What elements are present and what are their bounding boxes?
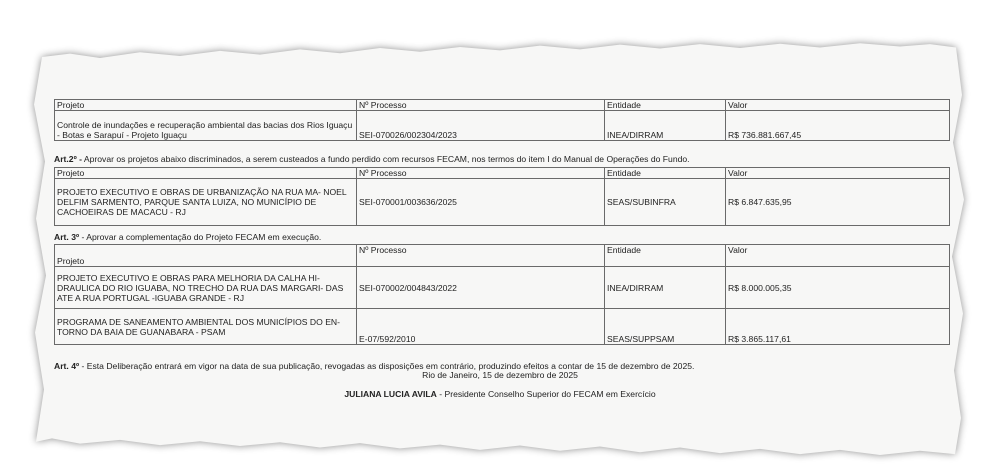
place-date: Rio de Janeiro, 15 de dezembro de 2025 (422, 370, 578, 380)
cell-processo: E-07/592/2010 (357, 309, 605, 345)
cell-entidade: INEA/DIRRAM (605, 267, 726, 309)
article-2-text: Aprovar os projetos abaixo discriminados, a serem custeados a fundo perdido com recursos FECAM, nos termos do item I do Manual de Operações do Fundo. (81, 154, 690, 164)
cell-projeto: PROJETO EXECUTIVO E OBRAS PARA MELHORIA DA CALHA HI- DRAULICA DO RIO IGUABA, NO TRECHO DA RUA DAS MARGARI- DAS ATE A RUA PORTUGAL -IGUABA GRANDE - RJ (55, 267, 357, 309)
table-row (55, 179, 950, 226)
cell-entidade: INEA/DIRRAM (605, 111, 726, 141)
cell-processo: SEI-070001/003636/2025 (357, 179, 605, 226)
col-header-projeto: Projeto (55, 168, 357, 179)
signature-line (0, 389, 1000, 399)
cell-processo: SEI-070002/004843/2022 (357, 267, 605, 309)
cell-processo: SEI-070026/002304/2023 (357, 111, 605, 141)
projects-table-2 (54, 167, 950, 226)
col-header-entidade: Entidade (605, 100, 726, 111)
col-header-projeto: Projeto (55, 100, 357, 111)
cell-projeto: Controle de inundações e recuperação ambiental das bacias dos Rios Iguaçu - Botas e Sarapuí - Projeto Iguaçu (55, 111, 357, 141)
table-header-row (55, 245, 950, 267)
cell-valor: R$ 8.000.005,35 (726, 267, 950, 309)
cell-projeto: PROGRAMA DE SANEAMENTO AMBIENTAL DOS MUNICÍPIOS DO EN- TORNO DA BAIA DE GUANABARA - PSAM (55, 309, 357, 345)
table-header-row (55, 168, 950, 179)
article-2-label: Art.2º - (54, 154, 82, 164)
col-header-processo: Nº Processo (357, 100, 605, 111)
cell-entidade: SEAS/SUBINFRA (605, 179, 726, 226)
article-3-text: - Aprovar a complementação do Projeto FECAM em execução. (79, 232, 322, 242)
signature-name: JULIANA LUCIA AVILA (344, 389, 437, 399)
article-2 (54, 154, 954, 164)
projects-table-1 (54, 99, 950, 141)
col-header-entidade: Entidade (605, 245, 726, 267)
col-header-entidade: Entidade (605, 168, 726, 179)
article-4-text: - Esta Deliberação entrará em vigor na data de sua publicação, revogadas as disposições em contrário, produzindo efeitos a contar de 15 de dezembro de 2025. (79, 361, 695, 371)
cell-valor: R$ 6.847.635,95 (726, 179, 950, 226)
col-header-valor: Valor (726, 168, 950, 179)
article-3 (54, 232, 954, 242)
table-row (55, 111, 950, 141)
col-header-processo: Nº Processo (357, 168, 605, 179)
col-header-processo: Nº Processo (357, 245, 605, 267)
table-row (55, 267, 950, 309)
cell-valor: R$ 3.865.117,61 (726, 309, 950, 345)
cell-projeto: PROJETO EXECUTIVO E OBRAS DE URBANIZAÇÃO NA RUA MA- NOEL DELFIM SARMENTO, PARQUE SANTA LUIZA, NO MUNICÍPIO DE CACHOEIRAS DE MACACU - RJ (55, 179, 357, 226)
table-row (55, 309, 950, 345)
cell-entidade: SEAS/SUPPSAM (605, 309, 726, 345)
cell-valor: R$ 736.881.667,45 (726, 111, 950, 141)
article-4-label: Art. 4º (54, 361, 80, 371)
col-header-projeto: Projeto (55, 245, 357, 267)
signature-role: - Presidente Conselho Superior do FECAM em Exercício (436, 389, 656, 399)
col-header-valor: Valor (726, 245, 950, 267)
col-header-valor: Valor (726, 100, 950, 111)
article-3-label: Art. 3º (54, 232, 80, 242)
table-header-row (55, 100, 950, 111)
projects-table-3 (54, 244, 950, 345)
